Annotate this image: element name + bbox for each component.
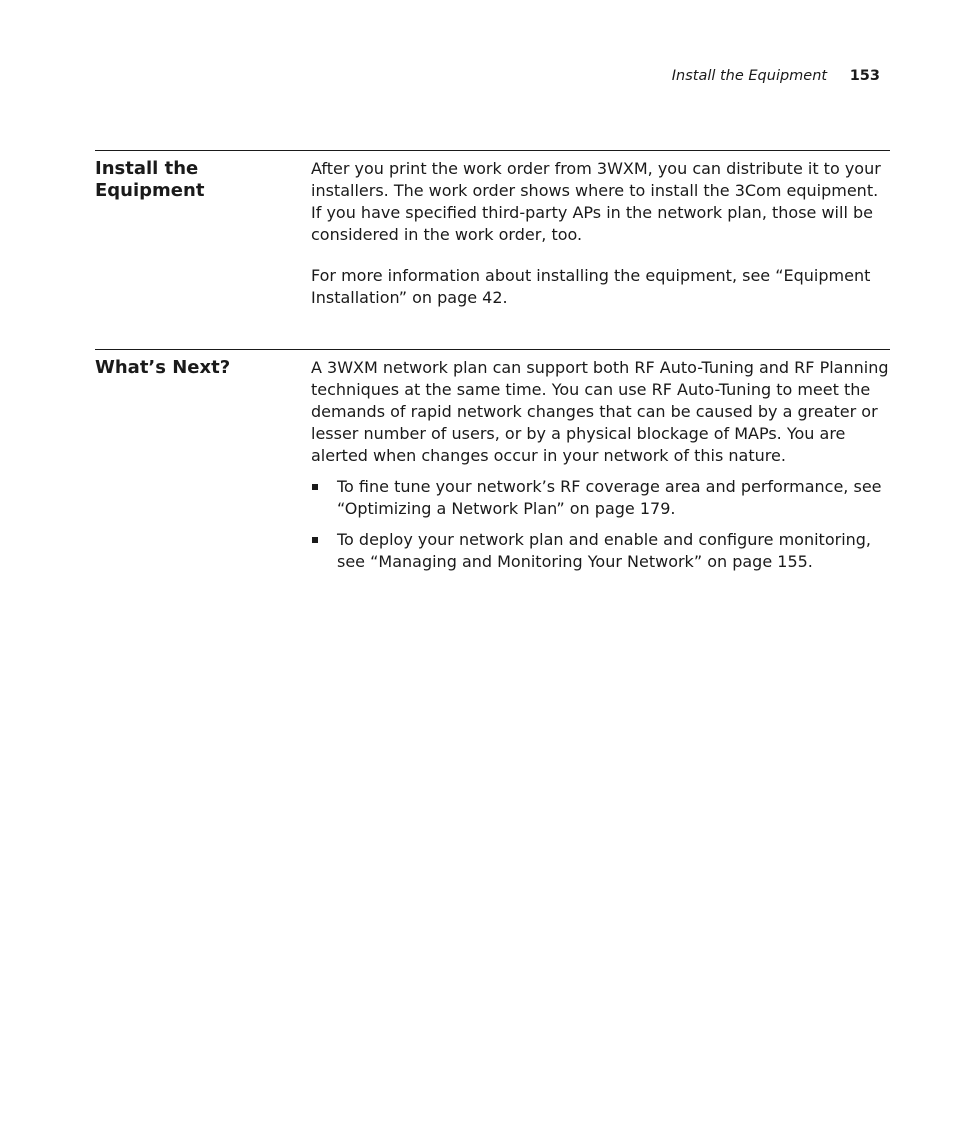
body-paragraph: A 3WXM network plan can support both RF Auto-Tuning and RF Planning techniques at the same time. You can use RF Auto-Tuning to meet the demands of rapid network changes that can be caused by a greater or lesser number of users, or by a physical blockage of MAPs. You are alerted when changes occur in your network of this nature. [311,358,889,465]
square-bullet-icon [312,537,318,543]
section-body [311,357,890,582]
bullet-list [311,476,890,573]
list-item [311,529,890,573]
section-install-the-equipment [95,150,890,307]
running-header-title: Install the Equipment [671,68,828,84]
section-heading: Install the Equipment [95,158,205,201]
section-body [311,158,890,328]
list-item-text: To fine tune your network’s RF coverage area and performance, see “Optimizing a Network Plan” on page 179. [337,477,882,518]
section-heading: What’s Next? [95,357,231,378]
square-bullet-icon [312,484,318,490]
body-paragraph: After you print the work order from 3WXM, you can distribute it to your installers. The work order shows where to install the 3Com equipment. If you have specified third-party APs in the network plan, those will be considered in the work order, too. [311,159,881,244]
section-whats-next [95,349,890,571]
list-item-text: To deploy your network plan and enable and configure monitoring, see “Managing and Monitoring Your Network” on page 155. [337,530,872,571]
body-paragraph: For more information about installing the equipment, see “Equipment Installation” on page 42. [311,266,871,307]
list-item [311,476,890,520]
running-header [672,66,880,86]
page-number: 153 [849,68,880,84]
